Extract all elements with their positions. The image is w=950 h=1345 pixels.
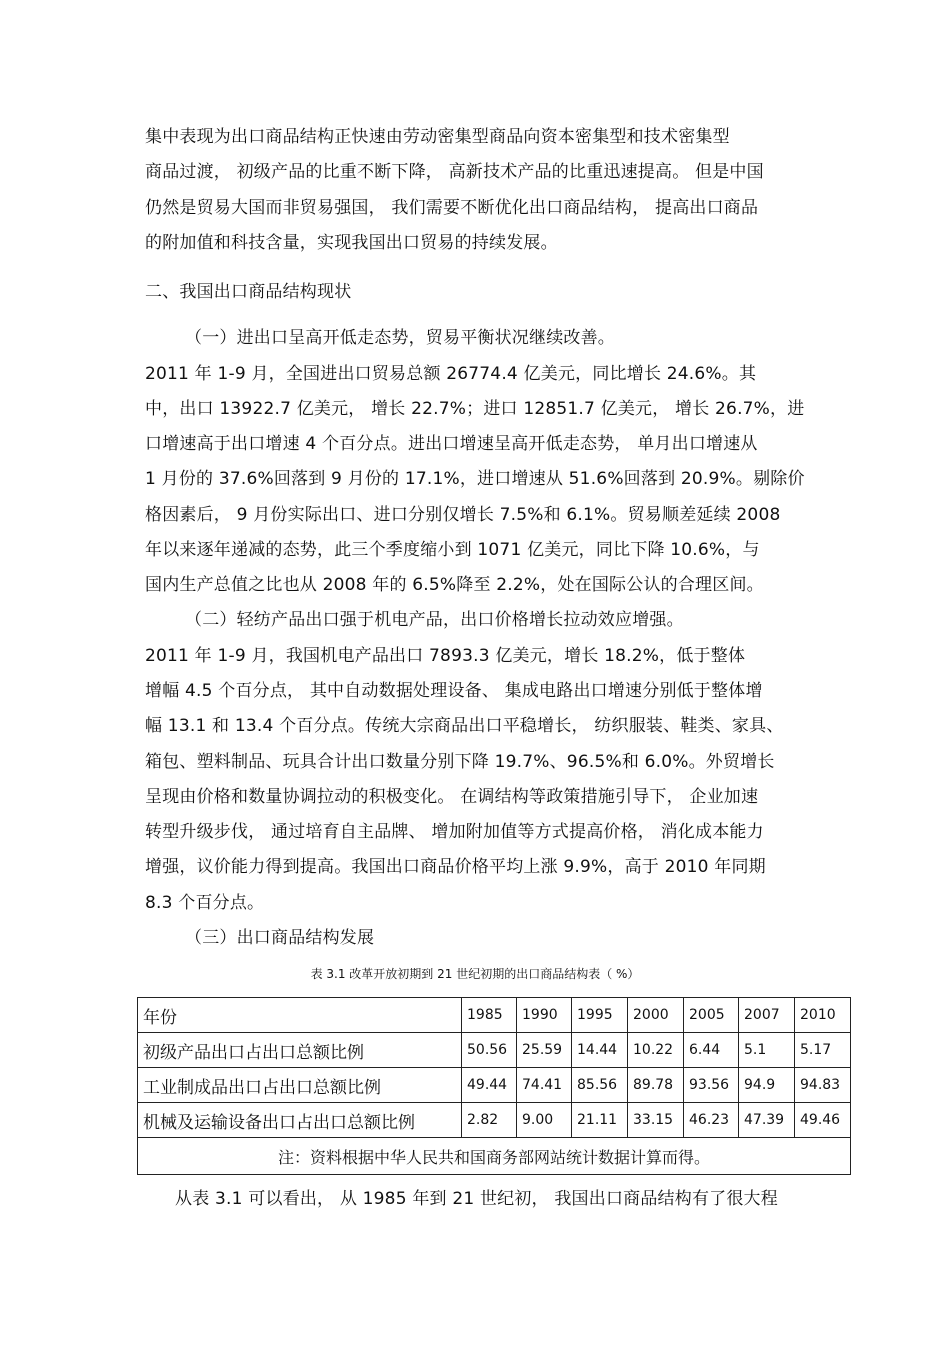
paragraph-line: 呈现由价格和数量协调拉动的积极变化。 在调结构等政策措施引导下， 企业加速 — [145, 787, 759, 807]
value-cell: 9.00 — [517, 1103, 572, 1138]
row-label: 初级产品出口占出口总额比例 — [138, 1033, 462, 1068]
table-caption: 表 3.1 改革开放初期到 21 世纪初期的出口商品结构表（ %） — [310, 967, 640, 981]
row-label: 工业制成品出口占出口总额比例 — [138, 1068, 462, 1103]
table-note-row — [138, 1138, 851, 1175]
paragraph-line: 2011 年 1-9 月，全国进出口贸易总额 26774.4 亿美元，同比增长 24.6%。其 — [145, 364, 757, 384]
paragraph-line: 2011 年 1-9 月，我国机电产品出口 7893.3 亿美元，增长 18.2%，低于整体 — [145, 646, 746, 666]
value-cell: 49.44 — [462, 1068, 517, 1103]
value-cell: 21.11 — [572, 1103, 628, 1138]
value-cell: 46.23 — [684, 1103, 739, 1138]
paragraph-line: 1 月份的 37.6%回落到 9 月份的 17.1%，进口增速从 51.6%回落到 20.9%。剔除价 — [145, 469, 805, 489]
value-cell: 74.41 — [517, 1068, 572, 1103]
year-cell: 2007 — [739, 998, 795, 1033]
paragraph-line: 8.3 个百分点。 — [145, 893, 265, 913]
paragraph-line: 幅 13.1 和 13.4 个百分点。传统大宗商品出口平稳增长， 纺织服装、鞋类、家具、 — [145, 716, 784, 736]
value-cell: 85.56 — [572, 1068, 628, 1103]
header-cell: 年份 — [138, 998, 462, 1033]
value-cell: 5.17 — [795, 1033, 851, 1068]
row-label: 机械及运输设备出口占出口总额比例 — [138, 1103, 462, 1138]
value-cell: 6.44 — [684, 1033, 739, 1068]
year-cell: 2005 — [684, 998, 739, 1033]
value-cell: 50.56 — [462, 1033, 517, 1068]
value-cell: 10.22 — [628, 1033, 684, 1068]
paragraph-line: 箱包、塑料制品、玩具合计出口数量分别下降 19.7%、96.5%和 6.0%。外贸增长 — [145, 752, 775, 772]
value-cell: 93.56 — [684, 1068, 739, 1103]
year-cell: 1985 — [462, 998, 517, 1033]
value-cell: 47.39 — [739, 1103, 795, 1138]
value-cell: 89.78 — [628, 1068, 684, 1103]
paragraph-line: 的附加值和科技含量，实现我国出口贸易的持续发展。 — [145, 233, 558, 253]
value-cell: 94.9 — [739, 1068, 795, 1103]
paragraph-line: 集中表现为出口商品结构正快速由劳动密集型商品向资本密集型和技术密集型 — [145, 127, 730, 147]
value-cell: 2.82 — [462, 1103, 517, 1138]
value-cell: 49.46 — [795, 1103, 851, 1138]
subsection-heading: （三）出口商品结构发展 — [185, 928, 375, 948]
table-header-row — [138, 998, 851, 1033]
value-cell: 14.44 — [572, 1033, 628, 1068]
value-cell: 94.83 — [795, 1068, 851, 1103]
year-cell: 1990 — [517, 998, 572, 1033]
paragraph-line: 商品过渡， 初级产品的比重不断下降， 高新技术产品的比重迅速提高。 但是中国 — [145, 162, 764, 182]
paragraph-line: 格因素后， 9 月份实际出口、进口分别仅增长 7.5%和 6.1%。贸易顺差延续 2008 — [145, 505, 781, 525]
paragraph-line: 年以来逐年递减的态势，此三个季度缩小到 1071 亿美元，同比下降 10.6%，与 — [145, 540, 760, 560]
paragraph-line: 增幅 4.5 个百分点， 其中自动数据处理设备、 集成电路出口增速分别低于整体增 — [145, 681, 763, 701]
paragraph-line: 中，出口 13922.7 亿美元， 增长 22.7%；进口 12851.7 亿美元， 增长 26.7%，进 — [145, 399, 805, 419]
value-cell: 25.59 — [517, 1033, 572, 1068]
paragraph-line: 仍然是贸易大国而非贸易强国， 我们需要不断优化出口商品结构， 提高出口商品 — [145, 198, 759, 218]
section-heading: 二、我国出口商品结构现状 — [145, 282, 352, 302]
table-row — [138, 1068, 851, 1103]
export-structure-table — [137, 997, 851, 1175]
table-row — [138, 1033, 851, 1068]
table-note: 注：资料根据中华人民共和国商务部网站统计数据计算而得。 — [138, 1138, 851, 1175]
paragraph-line: 国内生产总值之比也从 2008 年的 6.5%降至 2.2%，处在国际公认的合理区间。 — [145, 575, 764, 595]
table-row — [138, 1103, 851, 1138]
paragraph-line: 转型升级步伐， 通过培育自主品牌、 增加附加值等方式提高价格， 消化成本能力 — [145, 822, 764, 842]
value-cell: 33.15 — [628, 1103, 684, 1138]
paragraph-line: 从表 3.1 可以看出， 从 1985 年到 21 世纪初， 我国出口商品结构有了很大程 — [175, 1189, 778, 1209]
year-cell: 2000 — [628, 998, 684, 1033]
year-cell: 1995 — [572, 998, 628, 1033]
subsection-heading: （一）进出口呈高开低走态势，贸易平衡状况继续改善。 — [185, 328, 615, 348]
value-cell: 5.1 — [739, 1033, 795, 1068]
paragraph-line: 口增速高于出口增速 4 个百分点。进出口增速呈高开低走态势， 单月出口增速从 — [145, 434, 758, 454]
year-cell: 2010 — [795, 998, 851, 1033]
paragraph-line: 增强，议价能力得到提高。我国出口商品价格平均上涨 9.9%，高于 2010 年同期 — [145, 857, 766, 877]
subsection-heading: （二）轻纺产品出口强于机电产品，出口价格增长拉动效应增强。 — [185, 610, 684, 630]
